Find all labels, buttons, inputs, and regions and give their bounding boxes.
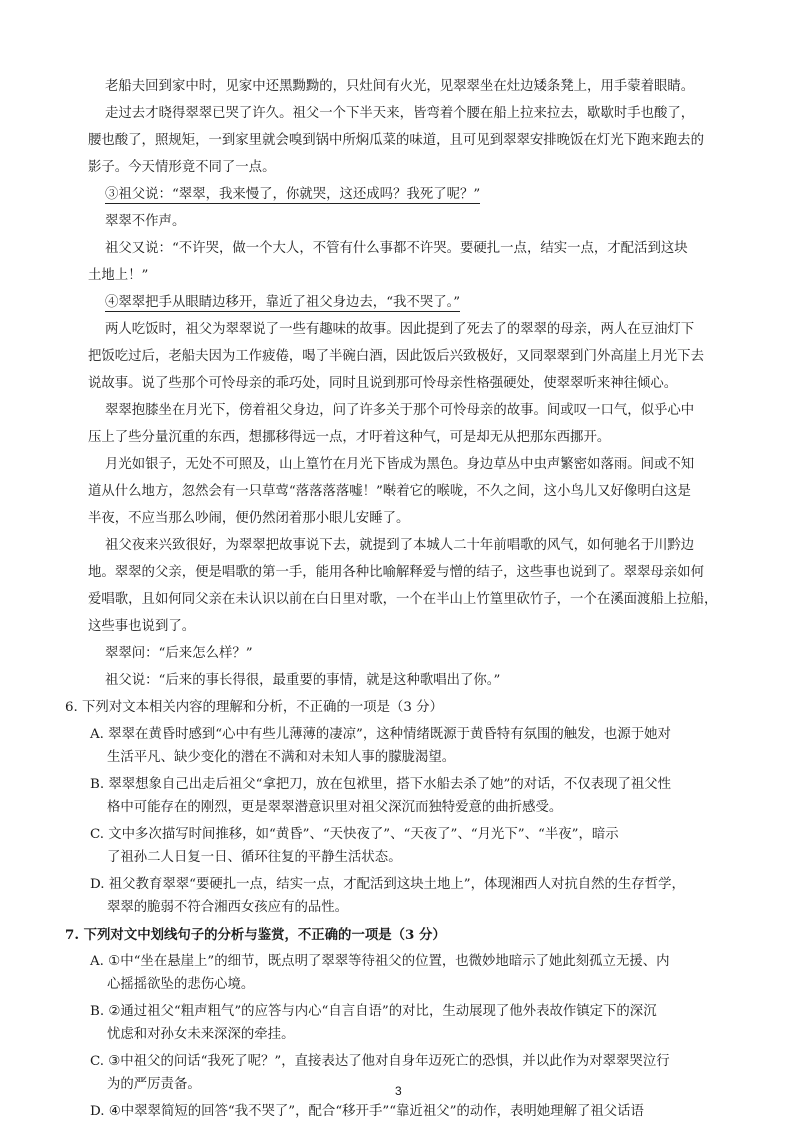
- underlined-sentence-3-wrap: [105, 186, 480, 204]
- q6-option-a[interactable]: A. 翠翠在黄昏时感到“心中有些儿薄薄的凄凉”，这种情绪既源于黄昏特有氛围的触发，也源于她对: [90, 727, 671, 742]
- q7-option-c[interactable]: C. ③中祖父的问话“我死了呢？”，直接表达了他对自身年迈死亡的恐惧，并以此作为对翠翠哭泣行: [90, 1054, 670, 1069]
- passage-line: 影子。今天情形竟不同了一点。: [88, 160, 276, 175]
- passage-line: 说故事。说了些那个可怜母亲的乖巧处，同时且说到那可怜母亲性格强硬处，使翠翠听来神往倾心。: [88, 376, 678, 391]
- passage-line: 腰也酸了，照规矩，一到家里就会嗅到锅中所焖瓜菜的味道，且可见到翠翠安排晚饭在灯光下跑来跑去的: [88, 133, 704, 148]
- q6-option-a-cont: 生活平凡、缺少变化的潜在不满和对未知人事的朦胧渴望。: [107, 750, 456, 765]
- underlined-sentence-4: ④翠翠把手从眼睛边移开，靠近了祖父身边去，“我不哭了。”: [105, 295, 461, 310]
- passage-line: 祖父又说：“不许哭，做一个大人，不管有什么事都不许哭。要硬扎一点，结实一点，才配活到这块: [105, 241, 688, 256]
- passage-line: 翠翠问：“后来怎么样？”: [105, 646, 253, 661]
- question-6-stem: 6. 下列对文本相关内容的理解和分析，不正确的一项是（3 分）: [65, 700, 443, 715]
- q7-option-d[interactable]: D. ④中翠翠简短的回答“我不哭了”，配合“移开手”“靠近祖父”的动作，表明她理解了祖父话语: [90, 1104, 644, 1119]
- q6-option-c[interactable]: C. 文中多次描写时间推移，如“黄昏”、“天快夜了”、“天夜了”、“月光下”、“半夜”，暗示: [90, 827, 619, 842]
- passage-line: 地。翠翠的父亲，便是唱歌的第一手，能用各种比喻解释爱与憎的结子，这些事也说到了。翠翠母亲如何: [88, 565, 704, 580]
- passage-line: 月光如银子，无处不可照及，山上篁竹在月光下皆成为黑色。身边草丛中虫声繁密如落雨。间或不知: [105, 457, 695, 472]
- passage-line: 半夜，不应当那么吵闹，便仍然闭着那小眼儿安睡了。: [88, 511, 410, 526]
- passage-line: 翠翠不作声。: [105, 214, 186, 229]
- passage-line: 老船夫回到家中时，见家中还黑黝黝的，只灶间有火光，见翠翠坐在灶边矮条凳上，用手蒙着眼睛。: [105, 79, 695, 94]
- q6-option-b-cont: 格中可能存在的刚烈，更是翠翠潜意识里对祖父深沉而独特爱意的曲折感受。: [107, 800, 563, 815]
- passage-line: 道从什么地方，忽然会有一只草莺“落落落落嘘！”啭着它的喉咙，不久之间，这小鸟儿又好像明白这是: [88, 484, 691, 499]
- passage-line: 两人吃饭时，祖父为翠翠说了一些有趣味的故事。因此提到了死去了的翠翠的母亲，两人在豆油灯下: [105, 322, 695, 337]
- q7-option-a-cont: 心摇摇欲坠的悲伤心境。: [107, 977, 255, 992]
- passage-line: 翠翠抱膝坐在月光下，傍着祖父身边，问了许多关于那个可怜母亲的故事。间或叹一口气，似乎心中: [105, 403, 695, 418]
- q6-option-b[interactable]: B. 翠翠想象自己出走后祖父“拿把刀，放在包袱里，搭下水船去杀了她”的对话，不仅表现了祖父性: [90, 777, 672, 792]
- q6-option-d[interactable]: D. 祖父教育翠翠“要硬扎一点，结实一点，才配活到这块土地上”，体现湘西人对抗自然的生存哲学，: [90, 877, 685, 892]
- q7-option-c-cont: 为的严厉责备。: [107, 1077, 201, 1092]
- passage-line: 土地上！”: [88, 268, 149, 283]
- passage-line: 走过去才晓得翠翠已哭了许久。祖父一个下半天来，皆弯着个腰在船上拉来拉去，歇歇时手也酸了，: [105, 106, 695, 121]
- passage-line: 把饭吃过后，老船夫因为工作疲倦，喝了半碗白酒，因此饭后兴致极好，又同翠翠到门外高崖上月光下去: [88, 349, 704, 364]
- passage-line: 压上了些分量沉重的东西，想挪移得远一点，才吁着这种气，可是却无从把那东西挪开。: [88, 430, 611, 445]
- q7-option-b[interactable]: B. ②通过祖父“粗声粗气”的应答与内心“自言自语”的对比，生动展现了他外表故作镇定下的深沉: [90, 1004, 657, 1019]
- passage-line: 祖父夜来兴致很好，为翠翠把故事说下去，就提到了本城人二十年前唱歌的风气，如何驰名于川黔边: [105, 538, 695, 553]
- passage-line: 爱唱歌，且如何同父亲在未认识以前在白日里对歌，一个在半山上竹篁里砍竹子，一个在溪面渡船上拉船，: [88, 592, 718, 607]
- passage-line: 这些事也说到了。: [88, 619, 196, 634]
- underlined-sentence-3: ③祖父说：“翠翠，我来慢了，你就哭，这还成吗？我死了呢？”: [105, 187, 481, 202]
- page-number: 3: [395, 1084, 402, 1098]
- q6-option-c-cont: 了祖孙二人日复一日、循环往复的平静生活状态。: [107, 850, 402, 865]
- passage-line: 祖父说：“后来的事长得很，最重要的事情，就是这种歌唱出了你。”: [105, 673, 501, 688]
- q7-option-a[interactable]: A. ①中“坐在悬崖上”的细节，既点明了翠翠等待祖父的位置，也微妙地暗示了她此刻孤立无援、内: [90, 954, 670, 969]
- question-7-stem: 7. 下列对文中划线句子的分析与鉴赏，不正确的一项是（3 分）: [65, 927, 446, 943]
- underlined-sentence-4-wrap: [105, 294, 460, 312]
- q7-option-b-cont: 忧虑和对孙女未来深深的牵挂。: [107, 1027, 295, 1042]
- q6-option-d-cont: 翠翠的脆弱不符合湘西女孩应有的品性。: [107, 900, 349, 915]
